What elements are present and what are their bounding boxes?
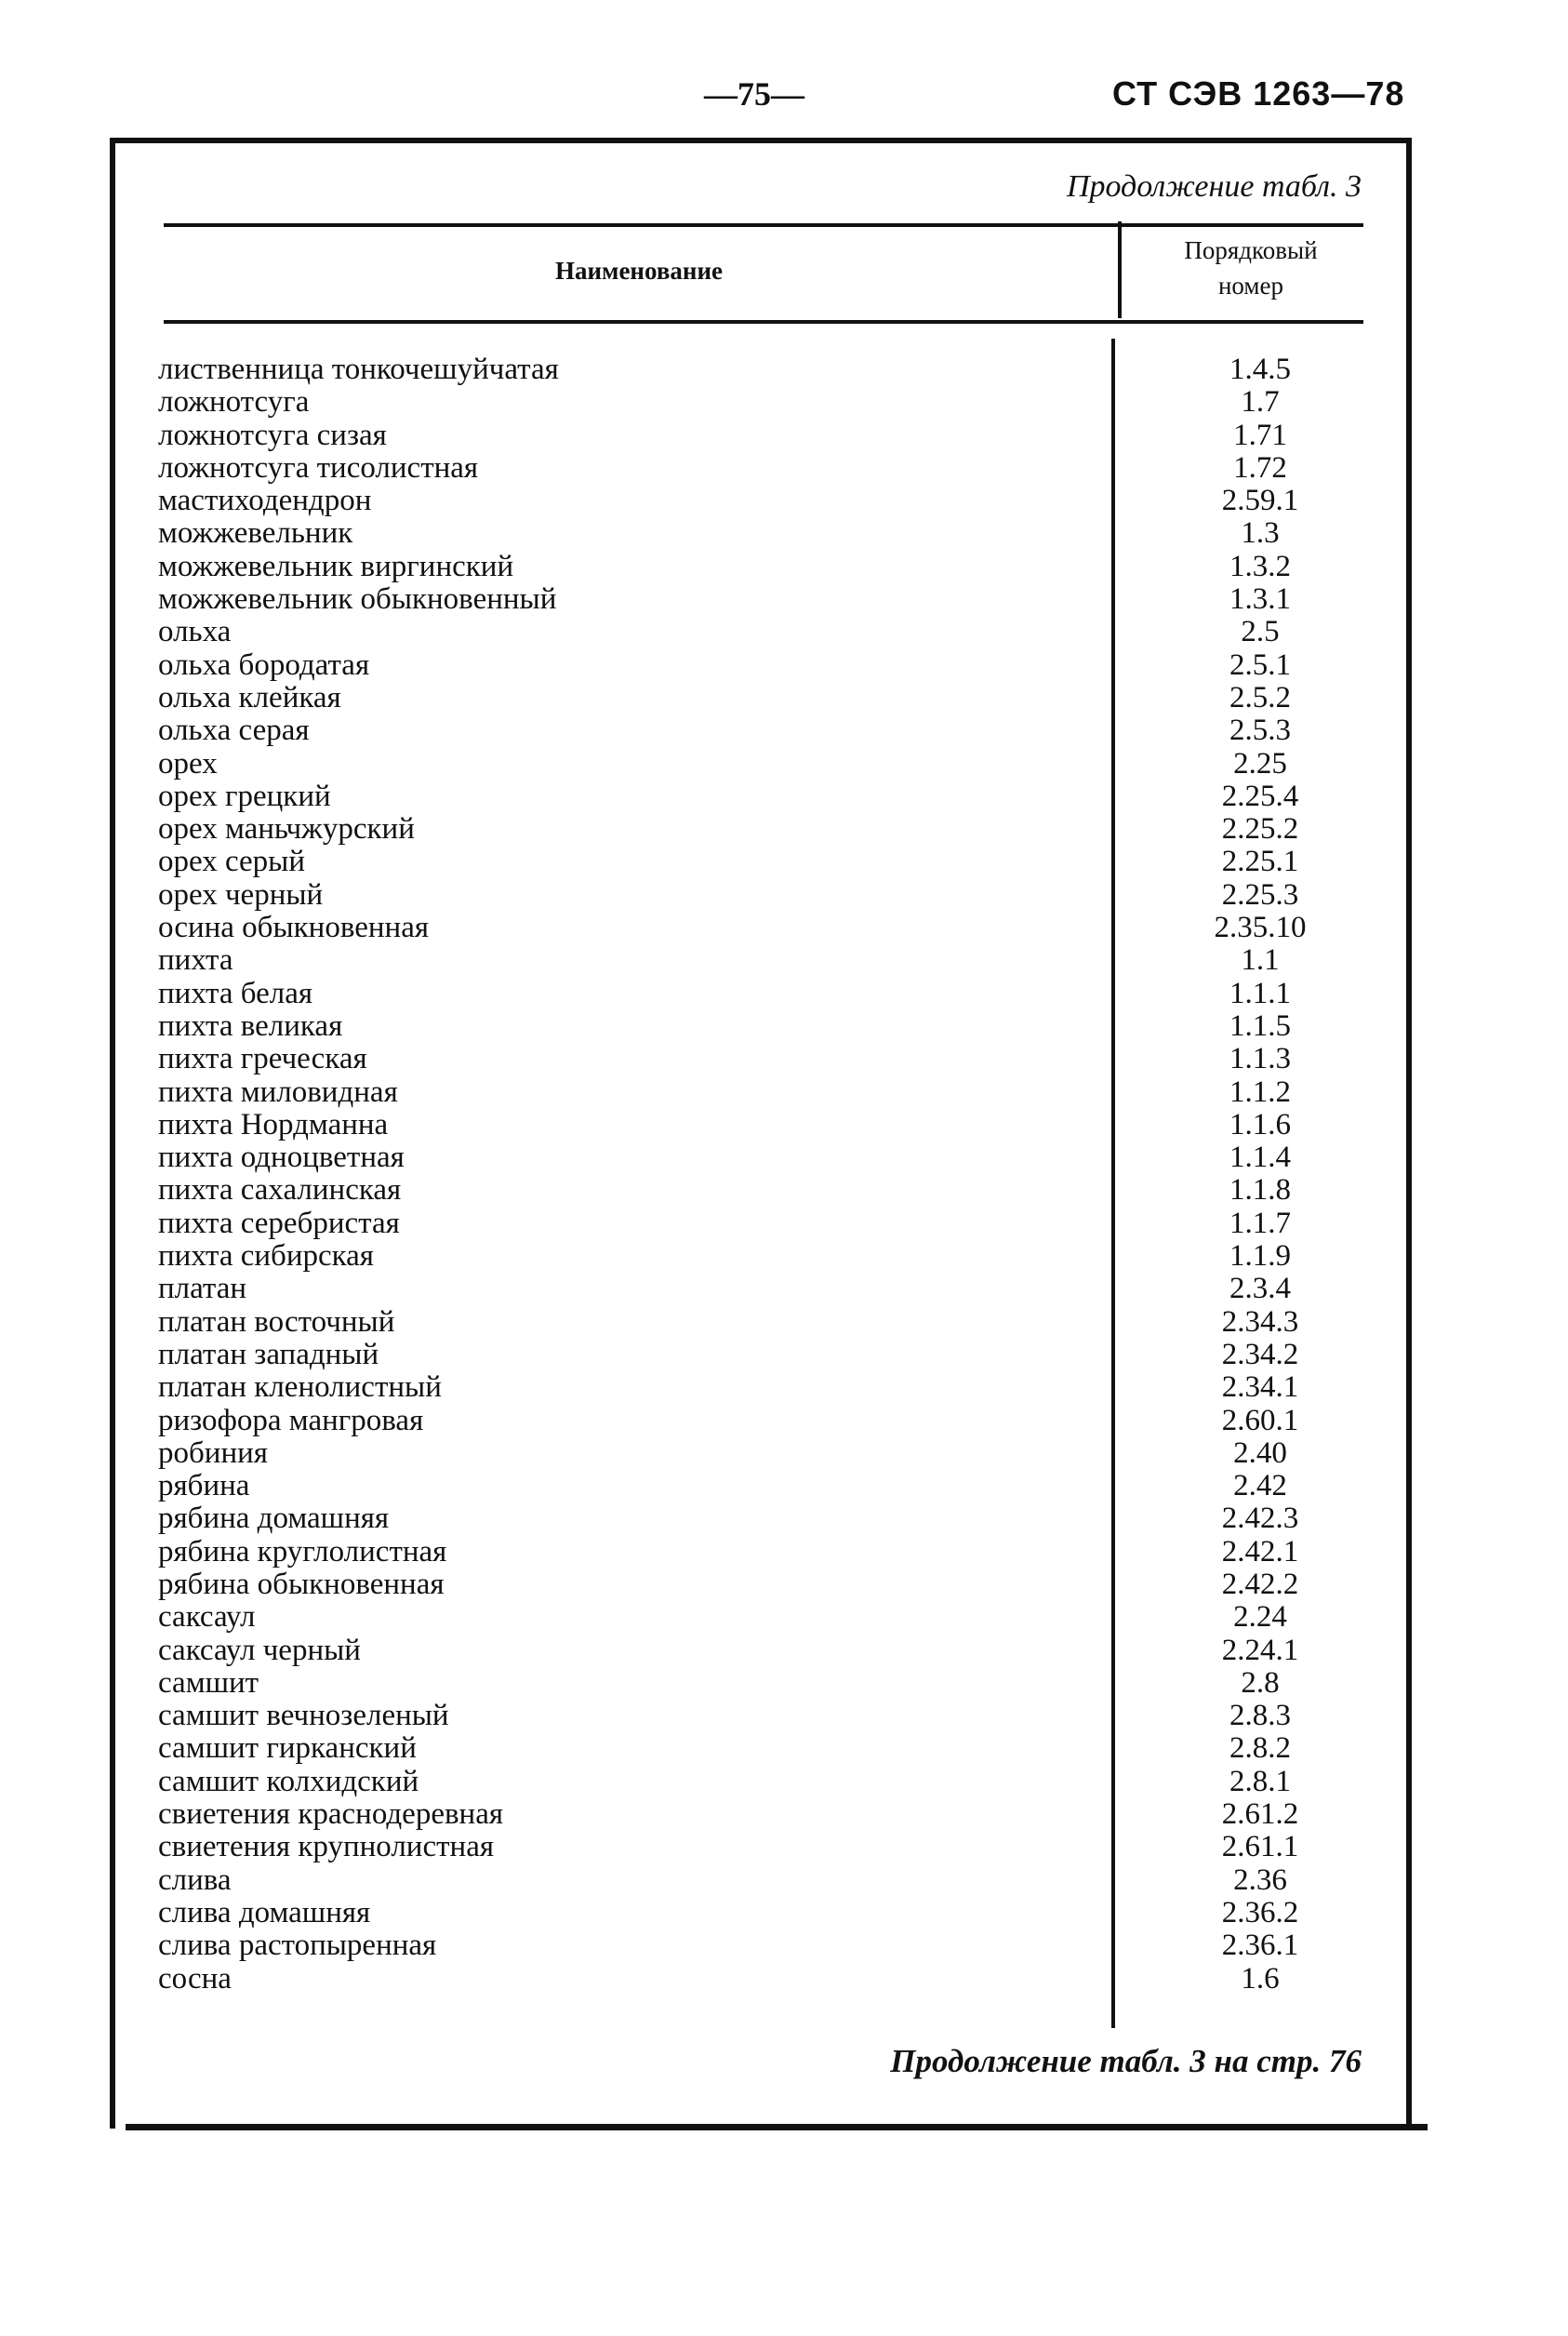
row-number: 1.71 [1233,418,1287,452]
row-number: 2.25 [1233,746,1287,781]
row-number: 2.8.2 [1229,1731,1291,1766]
row-name: ризофора мангровая [158,1403,424,1437]
row-number: 1.1.8 [1229,1173,1291,1208]
table-row [158,1963,1358,1996]
row-number: 1.6 [1241,1961,1280,1996]
row-number: 2.42.2 [1221,1567,1299,1601]
row-number: 2.25.1 [1221,845,1299,879]
table-rows [158,354,1358,1996]
row-name: самшит гирканский [158,1731,417,1766]
row-name: лиственница тонкочешуйчатая [158,353,559,386]
row-number: 2.59.1 [1221,484,1299,518]
row-name: рябина домашняя [158,1502,390,1536]
table-header-bottom-rule [164,320,1363,324]
row-name: пихта великая [158,1008,343,1043]
row-number: 2.34.1 [1221,1370,1299,1405]
row-number: 2.25.4 [1221,779,1299,813]
row-number: 2.8.3 [1229,1699,1291,1733]
row-number: 2.24.1 [1221,1633,1299,1667]
row-number: 1.1.9 [1229,1239,1291,1274]
row-name: слива растопыренная [158,1929,437,1963]
row-name: ложнотсуга сизая [158,418,387,452]
column-header-number-line1: Порядковый [1184,236,1318,264]
frame-top-border [110,138,1412,143]
table-row [158,386,1358,419]
column-header-number [1135,233,1367,303]
table-row [158,1667,1358,1700]
table-row [158,846,1358,878]
row-number: 2.61.2 [1221,1797,1299,1832]
table-row [158,1798,1358,1831]
column-header-divider [1118,221,1122,318]
table-row [158,354,1358,386]
table-row [158,1339,1358,1371]
table-row [158,714,1358,747]
row-name: пихта [158,943,233,978]
row-name: саксаул черный [158,1633,361,1667]
row-name: ольха клейкая [158,680,341,714]
table-row [158,1700,1358,1732]
table-row [158,1601,1358,1634]
table-row [158,781,1358,813]
table-row [158,517,1358,550]
row-name: пихта белая [158,976,313,1010]
row-number: 2.40 [1233,1435,1287,1470]
row-name: пихта Нордманна [158,1107,389,1141]
table-row [158,748,1358,781]
row-number: 1.1.4 [1229,1141,1291,1175]
row-number: 1.3.2 [1229,549,1291,583]
row-number: 1.1.3 [1229,1042,1291,1076]
column-header-number-line2: номер [1217,272,1283,300]
table-row [158,1076,1358,1109]
table-row [158,1141,1358,1174]
row-name: платан восточный [158,1304,395,1339]
table-row [158,1470,1358,1502]
row-number: 2.35.10 [1214,911,1307,945]
table-header-top-rule [164,223,1363,227]
table-row [158,1437,1358,1470]
row-name: самшит [158,1665,259,1700]
row-number: 2.42.3 [1221,1502,1299,1536]
row-name: орех черный [158,877,324,912]
row-number: 2.42.1 [1221,1534,1299,1568]
row-name: пихта сахалинская [158,1173,402,1208]
row-name: ольха серая [158,714,310,748]
row-number: 2.42 [1233,1469,1287,1503]
frame-left-border [110,138,115,2129]
table-continuation-note-bottom: Продолжение табл. 3 на стр. 76 [890,2043,1362,2079]
frame-right-border [1406,138,1412,2129]
row-number: 2.24 [1233,1600,1287,1635]
row-name: ольха бородатая [158,647,370,682]
row-number: 1.1.7 [1229,1206,1291,1240]
standard-code: СТ СЭВ 1263—78 [1112,74,1405,113]
row-number: 1.4.5 [1229,353,1291,386]
table-row [158,682,1358,714]
table-row [158,1273,1358,1305]
row-name: свиетения крупнолистная [158,1830,495,1864]
row-number: 2.25.3 [1221,877,1299,912]
row-name: саксаул [158,1600,256,1635]
row-number: 2.36.1 [1221,1929,1299,1963]
row-number: 2.60.1 [1221,1403,1299,1437]
row-number: 2.5.3 [1229,714,1291,748]
row-number: 2.34.3 [1221,1304,1299,1339]
table-row [158,1635,1358,1667]
table-row [158,649,1358,682]
table-row [158,1240,1358,1273]
page-number: —75— [704,75,804,113]
table-row [158,1732,1358,1765]
row-name: пихта греческая [158,1042,367,1076]
table-row [158,452,1358,485]
table-row [158,912,1358,944]
row-name: мастиходендрон [158,484,372,518]
table-row [158,1010,1358,1043]
table-row [158,1536,1358,1568]
table-row [158,1208,1358,1240]
row-name: пихта сибирская [158,1239,374,1274]
row-number: 1.3 [1241,516,1280,551]
row-number: 1.1 [1241,943,1280,978]
table-row [158,1405,1358,1437]
row-number: 1.1.6 [1229,1107,1291,1141]
row-number: 2.5.1 [1229,647,1291,682]
table-row [158,1109,1358,1141]
row-name: орех серый [158,845,305,879]
row-name: самшит колхидский [158,1764,419,1798]
row-name: робиния [158,1435,268,1470]
table-row [158,1831,1358,1863]
table-row [158,1929,1358,1962]
table-row [158,1043,1358,1075]
row-name: сосна [158,1961,232,1996]
row-number: 1.3.1 [1229,582,1291,617]
row-number: 1.1.1 [1229,976,1291,1010]
table-row [158,978,1358,1010]
row-name: свиетения краснодеревная [158,1797,504,1832]
table-row [158,1306,1358,1339]
row-name: платан кленолистный [158,1370,442,1405]
row-number: 2.61.1 [1221,1830,1299,1864]
table-row [158,1766,1358,1798]
table-row [158,485,1358,517]
row-name: рябина обыкновенная [158,1567,445,1601]
row-number: 2.36 [1233,1862,1287,1897]
row-name: ложнотсуга [158,385,310,420]
row-name: рябина круглолистная [158,1534,447,1568]
row-name: орех [158,746,218,781]
table-row [158,1568,1358,1601]
row-number: 2.3.4 [1229,1272,1291,1306]
row-name: пихта одноцветная [158,1141,405,1175]
row-name: орех грецкий [158,779,331,813]
table-row [158,1502,1358,1535]
row-name: слива домашняя [158,1895,371,1929]
row-name: платан [158,1272,247,1306]
row-number: 1.7 [1241,385,1280,420]
row-number: 1.1.2 [1229,1075,1291,1109]
row-name: ольха [158,615,232,649]
row-name: платан западный [158,1337,379,1371]
row-number: 2.36.2 [1221,1895,1299,1929]
frame-bottom-border [126,2124,1428,2130]
row-name: осина обыкновенная [158,911,430,945]
table-row [158,1371,1358,1404]
row-name: можжевельник виргинский [158,549,514,583]
row-number: 1.72 [1233,450,1287,485]
row-name: можжевельник [158,516,353,551]
row-name: орех маньчжурский [158,812,415,847]
row-name: пихта миловидная [158,1075,398,1109]
row-number: 2.5.2 [1229,680,1291,714]
table-row [158,1897,1358,1929]
table-row [158,583,1358,616]
row-number: 2.34.2 [1221,1337,1299,1371]
row-name: слива [158,1862,232,1897]
row-number: 2.8.1 [1229,1764,1291,1798]
table-row [158,1864,1358,1897]
table-row [158,616,1358,648]
row-name: можжевельник обыкновенный [158,582,557,617]
row-number: 2.5 [1241,615,1280,649]
table-row [158,420,1358,452]
column-header-name: Наименование [555,257,723,285]
row-number: 2.25.2 [1221,812,1299,847]
table-row [158,944,1358,977]
table-row [158,813,1358,846]
row-name: рябина [158,1469,250,1503]
table-row [158,879,1358,912]
row-number: 2.8 [1241,1665,1280,1700]
table-continuation-note-top: Продолжение табл. 3 [1066,169,1362,204]
table-row [158,1174,1358,1207]
row-name: пихта серебристая [158,1206,400,1240]
row-name: ложнотсуга тисолистная [158,450,479,485]
table-row [158,551,1358,583]
row-number: 1.1.5 [1229,1008,1291,1043]
row-name: самшит вечнозеленый [158,1699,449,1733]
